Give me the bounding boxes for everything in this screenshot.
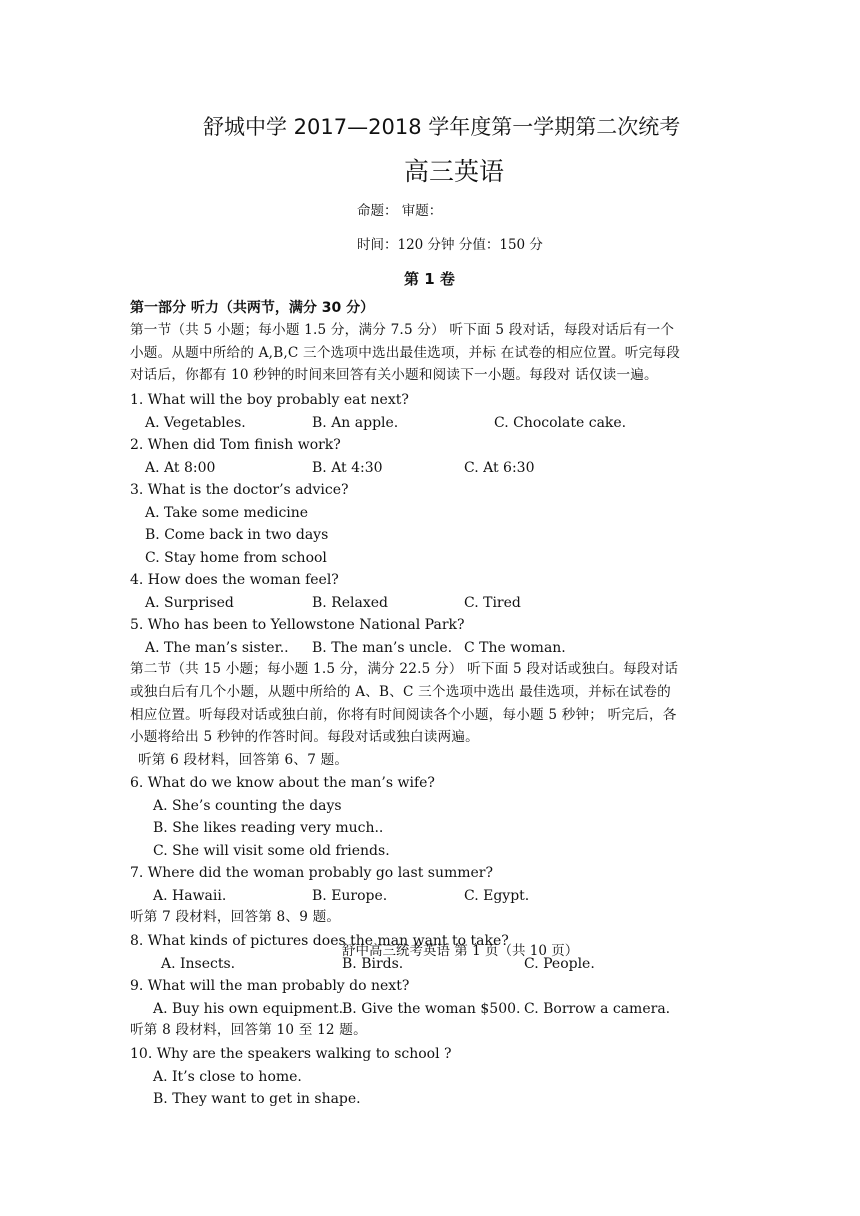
question-3-option-c: C. Stay home from school (145, 550, 327, 566)
question-4-option-c: C. Tired (464, 595, 521, 611)
question-9-option-a: A. Buy his own equipment. (153, 1001, 344, 1017)
question-10-option-a: A. It’s close to home. (153, 1069, 302, 1085)
time-score-line: 时间：120 分钟 分值：150 分 (357, 237, 543, 253)
authors-line: 命题： 审题： (357, 203, 443, 219)
question-8-option-c: C. People. (524, 956, 595, 972)
exam-title: 舒城中学 2017—2018 学年度第一学期第二次统考 (203, 115, 681, 139)
question-3-option-b: B. Come back in two days (145, 527, 329, 543)
question-9-stem: 9. What will the man probably do next? (130, 978, 410, 994)
question-1-option-a: A. Vegetables. (145, 415, 246, 431)
question-2-option-b: B. At 4:30 (312, 460, 383, 476)
question-4-option-a: A. Surprised (145, 595, 234, 611)
section2-line-3: 相应位置。听每段对话或独白前，你将有时间阅读各个小题，每小题 5 秒钟； 听完后，各 (130, 707, 677, 723)
section1-line-3: 对话后，你都有 10 秒钟的时间来回答有关小题和阅读下一小题。每段对 话仅读一遍。 (130, 367, 658, 383)
question-5-option-b: B. The man’s uncle. (312, 640, 453, 656)
question-5-stem: 5. Who has been to Yellowstone National Park? (130, 617, 465, 633)
question-6-option-a: A. She’s counting the days (153, 798, 342, 814)
question-7-stem: 7. Where did the woman probably go last summer? (130, 865, 494, 881)
question-5-option-a: A. The man’s sister.. (145, 640, 289, 656)
question-3-option-a: A. Take some medicine (145, 505, 309, 521)
question-2-stem: 2. When did Tom finish work? (130, 437, 341, 453)
page-footer: 舒中高三统考英语 第 1 页（共 10 页） (342, 943, 579, 959)
question-1-option-c: C. Chocolate cake. (494, 415, 627, 431)
material-7-note: 听第 7 段材料，回答第 8、9 题。 (130, 909, 341, 925)
question-4-stem: 4. How does the woman feel? (130, 572, 339, 588)
question-6-stem: 6. What do we know about the man’s wife? (130, 775, 435, 791)
question-2-option-c: C. At 6:30 (464, 460, 535, 476)
question-6-option-b: B. She likes reading very much.. (153, 820, 384, 836)
exam-subtitle: 高三英语 (404, 157, 505, 186)
section2-line-1: 第二节（共 15 小题；每小题 1.5 分，满分 22.5 分） 听下面 5 段对话或独白。每段对话 (130, 661, 679, 677)
question-10-stem: 10. Why are the speakers walking to school ? (130, 1046, 452, 1062)
question-1-stem: 1. What will the boy probably eat next? (130, 392, 409, 408)
section2-line-4: 小题将给出 5 秒钟的作答时间。每段对话或独白读两遍。 (130, 729, 479, 745)
volume-label: 第 1 卷 (404, 270, 455, 288)
question-8-stem: 8. What kinds of pictures does the man want to take? (130, 933, 509, 949)
section1-line-1: 第一节（共 5 小题；每小题 1.5 分，满分 7.5 分） 听下面 5 段对话，每段对话后有一个 (130, 322, 675, 338)
question-9-option-c: C. Borrow a camera. (524, 1001, 671, 1017)
question-7-option-b: B. Europe. (312, 888, 388, 904)
question-7-option-a: A. Hawaii. (153, 888, 227, 904)
question-6-option-c: C. She will visit some old friends. (153, 843, 390, 859)
question-5-option-c: C The woman. (464, 640, 566, 656)
question-7-option-c: C. Egypt. (464, 888, 530, 904)
material-6-note: 听第 6 段材料，回答第 6、7 题。 (138, 752, 349, 768)
question-8-option-a: A. Insects. (161, 956, 236, 972)
part1-heading: 第一部分 听力（共两节，满分 30 分） (130, 300, 375, 316)
question-9-option-b: B. Give the woman $500. (342, 1001, 521, 1017)
section1-line-2: 小题。从题中所给的 A,B,C 三个选项中选出最佳选项，并标 在试卷的相应位置。听完每段 (130, 345, 680, 361)
material-8-note: 听第 8 段材料，回答第 10 至 12 题。 (130, 1022, 367, 1038)
section2-line-2: 或独白后有几个小题，从题中所给的 A、B、C 三个选项中选出 最佳选项，并标在试卷的 (130, 684, 671, 700)
question-3-stem: 3. What is the doctor’s advice? (130, 482, 349, 498)
question-8-option-b: B. Birds. (342, 956, 404, 972)
question-1-option-b: B. An apple. (312, 415, 399, 431)
question-2-option-a: A. At 8:00 (145, 460, 216, 476)
question-10-option-b: B. They want to get in shape. (153, 1091, 361, 1107)
question-4-option-b: B. Relaxed (312, 595, 388, 611)
